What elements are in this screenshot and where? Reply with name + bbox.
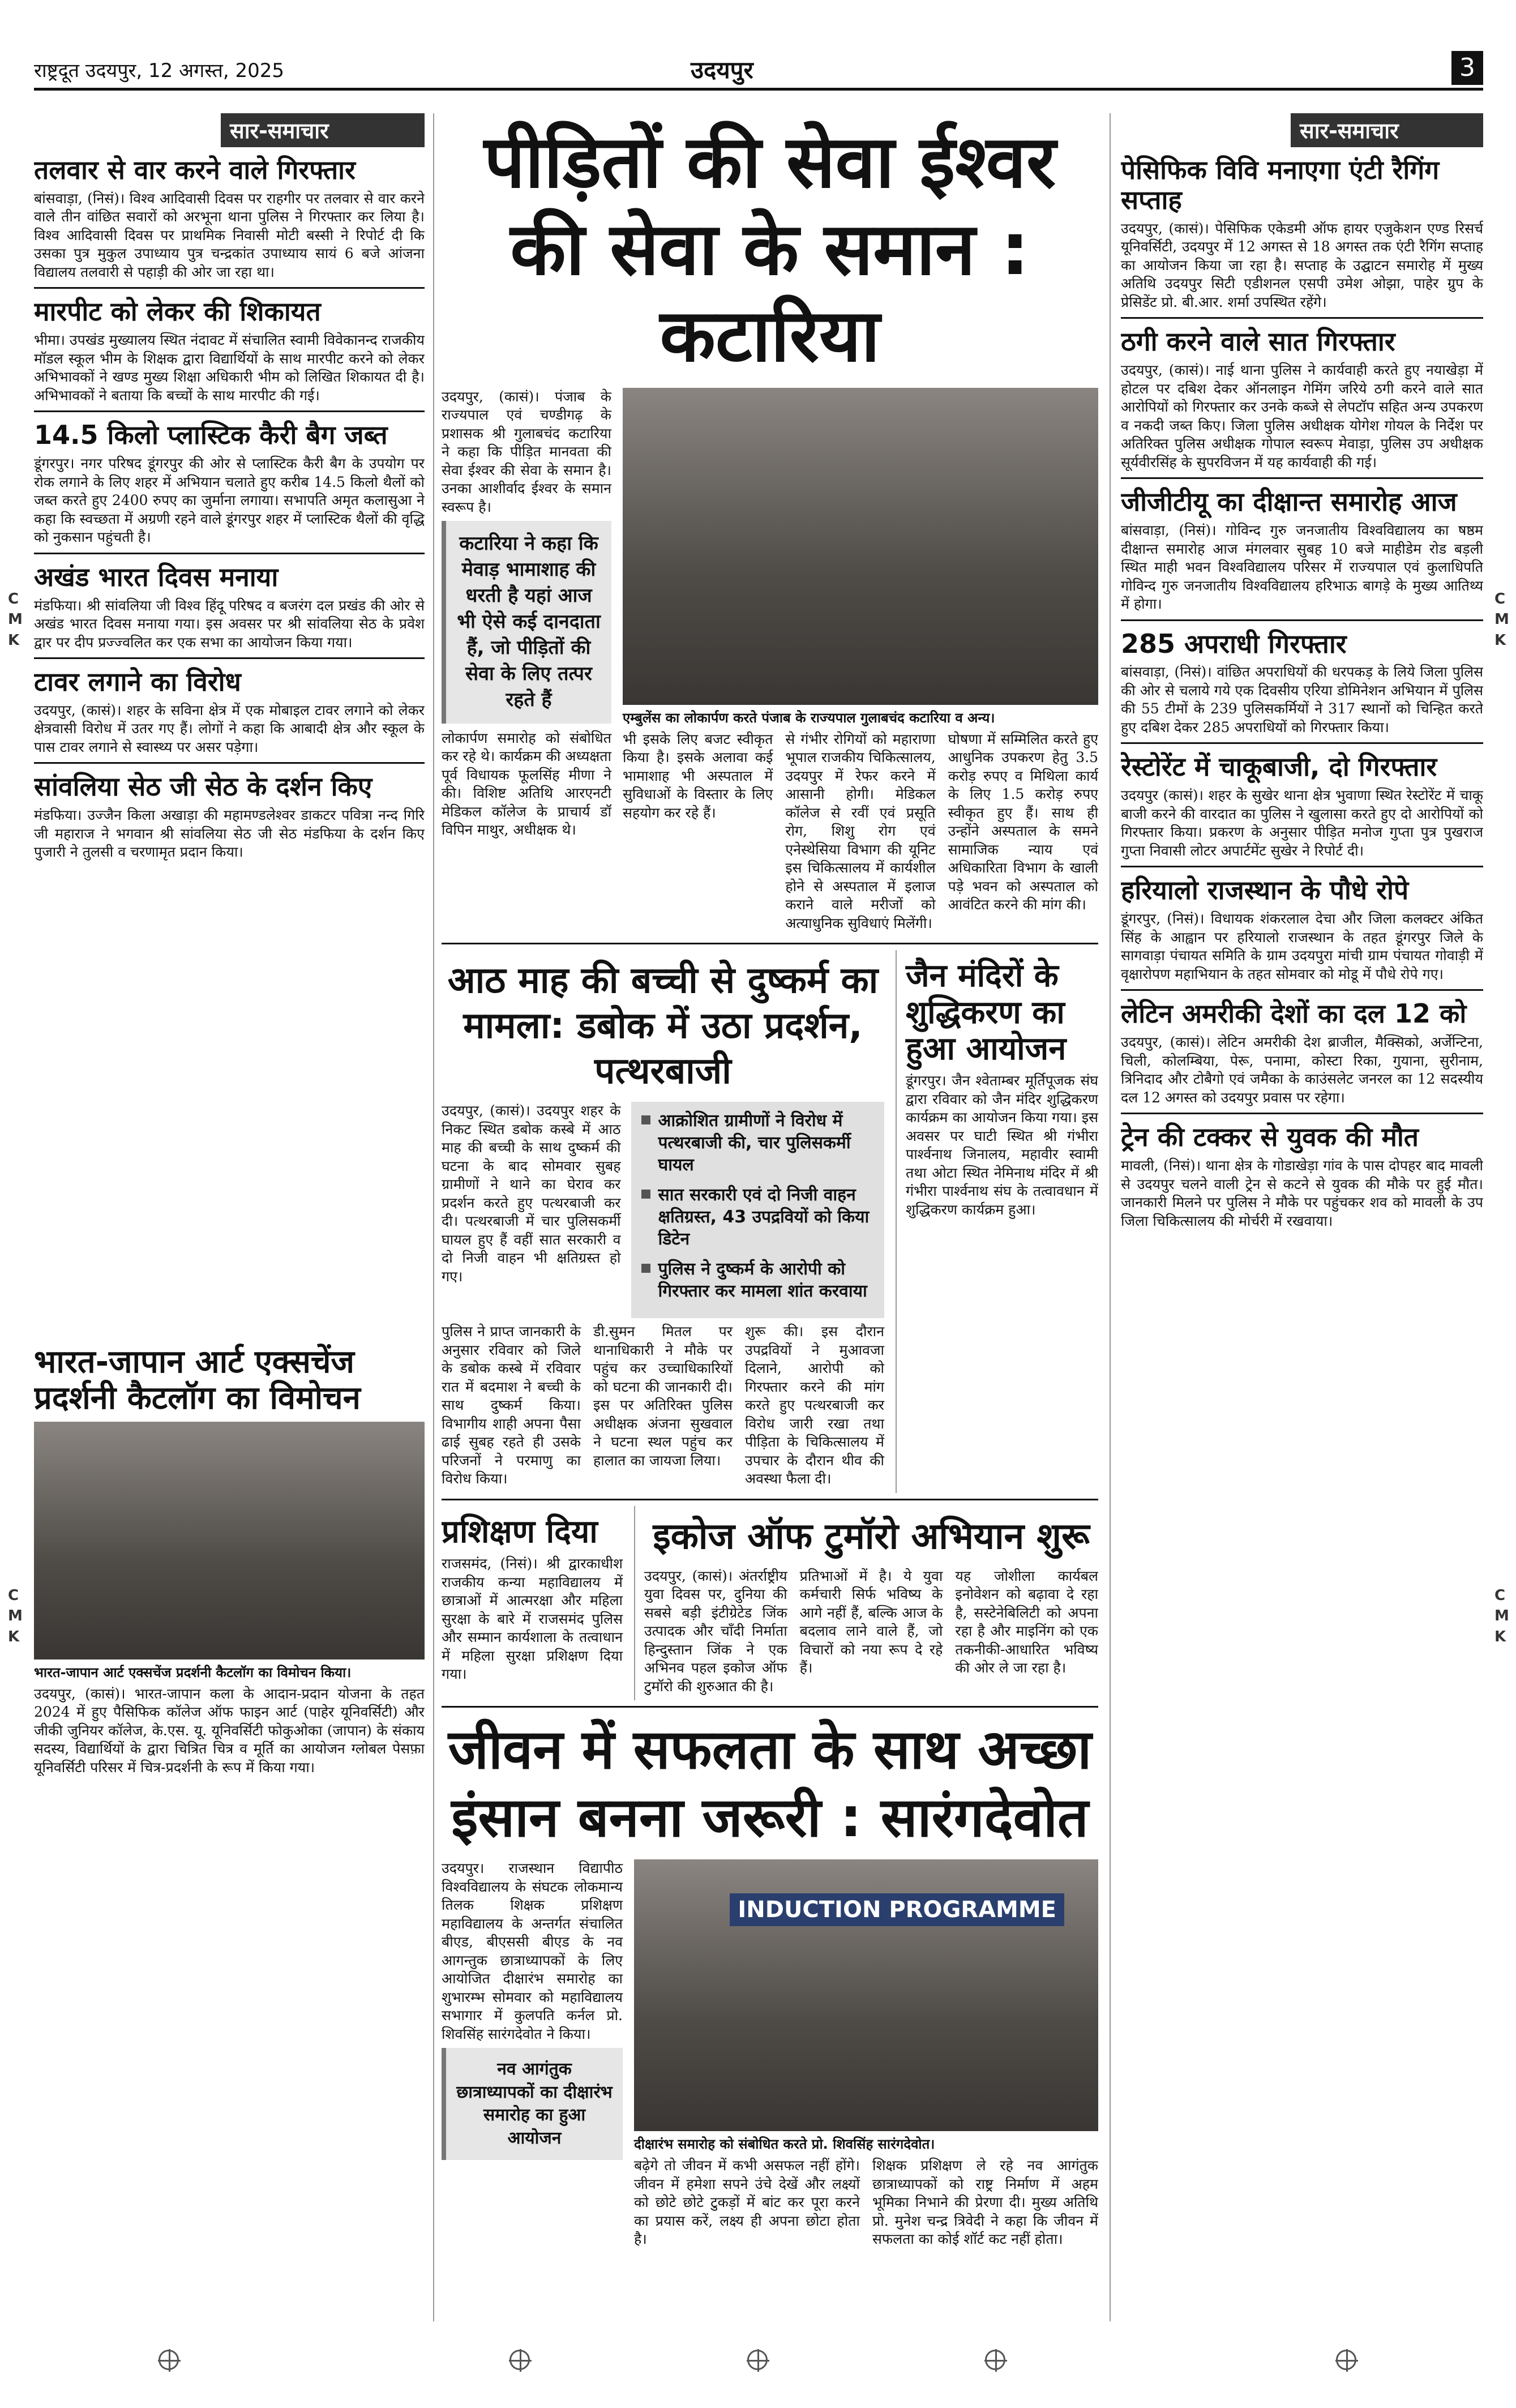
story-body: उदयपुर, (कासं)। अंतर्राष्ट्रीय युवा दिवस पर, दुनिया की सबसे बड़ी इंटीग्रेटेड जिंक उत्पादक और चाँदी निर्माता हिन्दुस्तान जिंक ने एक अभिनव पहल इकोज ऑफ टुमॉरो की शुरुआत की है।: [644, 1567, 787, 1695]
story-body: से गंभीर रोगियों को महाराणा भूपाल राजकीय चिकित्सालय, उदयपुर में रेफर करने में आसानी होगी। मेडिकल कॉलेज से रवीं एवं प्रसूति रोग, शिशु रोग एवं एनेस्थेसिया विभाग की यूनिट इस चिकित्सालय में कार्यशील होने से अस्पताल में इलाज कराने वाले मरीजों को अत्याधुनिक सुविधाएं मिलेंगी।: [785, 730, 936, 931]
story-body: बांसवाड़ा, (निसं)। विश्व आदिवासी दिवस पर राहगीर पर तलवार से वार करने वाले तीन वांछित सवारों को अरभूना थाना पुलिस ने गिरफ्तार कर लिया है। विश्व आदिवासी दिवस पर प्राथमिक निवासी मोटी बस्सी ने रिपोर्ट दी कि उसका पुत्र मुकुल उपाध्याय पुत्र चन्द्रकांत उपाध्याय सायं 6 बजे आंजना विद्यालय तलवारी से पहाड़ी की ओर जा रहा था।: [34, 190, 425, 280]
story-title: 285 अपराधी गिरफ्तार: [1121, 628, 1347, 659]
news-photo: [34, 1422, 425, 1659]
story-title: सांवलिया सेठ जी सेठ के दर्शन किए: [34, 771, 372, 802]
story-body: मंडफिया। श्री सांवलिया जी विश्व हिंदू परिषद व बजरंग दल प्रखंड की ओर से अखंड भारत दिवस मनाया गया। इस अवसर पर श्री सांवलिया सेठ के प्रवेश द्वार पर दीप प्रज्ज्वलित कर एक सभा का आयोजन किया गया।: [34, 597, 425, 651]
divider: [1121, 317, 1483, 319]
story-body: बढ़ेगे तो जीवन में कभी असफल नहीं होंगे। जीवन में हमेशा सपने उंचे देखें और लक्ष्यों को छोटे छोटे टुकड़ों में बांट कर पूरा करने का प्रयास करें, लक्ष्य ही अपना छोटा होता है।: [634, 2157, 860, 2248]
lead-headline: पीड़ितों की सेवा ईश्वर की सेवा के समान : कटारिया: [483, 120, 1056, 379]
story-body: उदयपुर, (कासं)। भारत-जापान कला के आदान-प्रदान योजना के तहत 2024 में हुए पैसिफिक कॉलेज ऑफ फाइन आर्ट (पाहेर यूनिवर्सिटी) और जीकी जुनियर कॉलेज, के.एस. यू. यूनिवर्सिटी फोकुओका (जापान) के संकाय सदस्य, विद्यार्थियों के द्वारा चित्रित चित्र व मूर्ति का आयोजन ग्लोबल पेसफ़ा यूनिवर्सिटी परिसर में चित्र-प्रदर्शनी के रूप में किया गया।: [34, 1685, 425, 1776]
divider: [34, 657, 425, 659]
divider: [1121, 477, 1483, 479]
story-body: डूंगरपुर। जैन श्वेताम्बर मूर्तिपूजक संघ द्वारा रविवार को जैन मंदिर शुद्धिकरण कार्यक्रम का आयोजन किया गया। इस अवसर पर घाटी स्थित श्री गंभीरा पार्श्वनाथ जिनालय, महावीर स्वामी तथा ओटा स्थित नेमिनाथ मंदिर में श्री गंभीरा पार्श्वनाथ संघ के तत्वावधान में शुद्धिकरण कार्यक्रम हुआ।: [906, 1072, 1098, 1218]
divider: [34, 287, 425, 289]
divider: [34, 553, 425, 554]
story-body: भी इसके लिए बजट स्वीकृत किया है। इसके अलावा कई भामाशाह भी अस्पताल में सुविधाओं के विस्तार के लिए सहयोग कर रहे हैं।: [623, 730, 773, 821]
left-column: [34, 113, 425, 1331]
story-body: शुरू की। इस दौरान उपद्रवियों ने मुआवजा दिलाने, आरोपी को गिरफ्तार करने की मांग करते हुए पत्थरबाजी कर विरोध जारी रखा तथा पीड़िता के चिकित्सालय में उपचार के दौरान थीव की अवस्था फैला दी।: [745, 1323, 884, 1487]
story-body: यह जोशीला कार्यबल इनोवेशन को बढ़ावा दे रहा है, सस्टेनेबिलिटी को अपना रहा है और माइनिंग को एक तकनीकी-आधारित भविष्य की ओर ले जा रहा है।: [955, 1567, 1098, 1676]
registration-mark: C M K: [1494, 1587, 1509, 1645]
story-title: पेसिफिक विवि मनाएगा एंटी रैगिंग सप्ताह: [1121, 155, 1440, 215]
masthead: [34, 51, 1483, 91]
story-title: तलवार से वार करने वाले गिरफ्तार: [34, 155, 356, 185]
story-title: मारपीट को लेकर की शिकायत: [34, 296, 321, 327]
story-body: उदयपुर, (कासं)। पेसिफिक एकेडमी ऑफ हायर एजुकेशन एण्ड रिसर्च यूनिवर्सिटी, उदयपुर में 12 अगस्त से 18 अगस्त तक एंटी रैगिंग सप्ताह का आयोजन किया जा रहा है। सप्ताह के उद्घाटन समारोह में मुख्य अतिथि उदयपुर सिटी एडीशनल एसपी उमेश ओझा, पाहेर ग्रुप के प्रेसिडेंट प्रो. बी.आर. शर्मा उपस्थित रहेंगे।: [1121, 220, 1483, 310]
page-number: 3: [1451, 51, 1483, 85]
divider: [1121, 742, 1483, 744]
section-label: सार-समाचार: [221, 113, 425, 147]
story-body: घोषणा में सम्मिलित करते हुए आधुनिक उपकरण हेतु 3.5 करोड़ रुपए व मिथिला कार्य के लिए 1.5 करोड़ रुपए स्वीकृत हुए हैं। साथ ही उन्होंने अस्पताल के समने सामाजिक न्याय एवं अधिकारिता विभाग के खाली पड़े भवन को अस्पताल को आवंटित करने की मांग की।: [948, 730, 1098, 913]
crosshair-icon: [509, 2350, 530, 2370]
highlight-item: पुलिस ने दुष्कर्म के आरोपी को गिरफ्तार कर मामला शांत करवाया: [641, 1258, 874, 1302]
divider: [442, 1499, 1098, 1500]
story-title: जीजीटीयू का दीक्षान्त समारोह आज: [1121, 486, 1457, 517]
story-title: 14.5 किलो प्लास्टिक कैरी बैग जब्त: [34, 420, 388, 451]
photo-banner: INDUCTION PROGRAMME: [730, 1893, 1064, 1926]
right-column: [1121, 113, 1483, 2321]
center-column: [442, 113, 1098, 2321]
section-label: सार-समाचार: [1291, 113, 1483, 147]
highlight-item: सात सरकारी एवं दो निजी वाहन क्षतिग्रस्त, 43 उपद्रवियों को किया डिटेन: [641, 1184, 874, 1250]
story-body: उदयपुर। राजस्थान विद्यापीठ विश्वविद्यालय के संघटक लोकमान्य तिलक शिक्षक प्रशिक्षण महाविद्यालय के अन्तर्गत संचालित बीएड, बीएससी बीएड के नव आगन्तुक छात्राध्यापकों के लिए आयोजित दीक्षारंभ समारोह का शुभारम्भ सोमवार को महाविद्यालय सभागार में कुलपति कर्नल प्रो. शिवसिंह सारंगदेवोत ने किया।: [442, 1860, 623, 2042]
story-body: डूंगरपुर, (निसं)। विधायक शंकरलाल देचा और जिला कलक्टर अंकित सिंह के आह्वान पर हरियालो राजस्थान के तहत डूंगरपुर जिले के सागवाड़ा पंचायत समिति के ग्राम उदयपुरा मांची ग्राम पंचायत गोवाड़ी में वृक्षारोपण महाभियान के तहत सोमवार को मोडू में पौधे रोपे गए।: [1121, 910, 1483, 982]
pull-quote: नव आगंतुक छात्राध्यापकों का दीक्षारंभ समारोह का हुआ आयोजन: [442, 2048, 623, 2160]
story-title: ठगी करने वाले सात गिरफ्तार: [1121, 326, 1395, 357]
divider: [1121, 619, 1483, 621]
story-title: टावर लगाने का विरोध: [34, 666, 241, 698]
registration-mark: C M K: [1494, 591, 1509, 649]
story-title: रेस्टोरेंट में चाकूबाजी, दो गिरफ्तार: [1121, 751, 1437, 782]
registration-mark: C M K: [8, 1587, 23, 1645]
story-headline: आठ माह की बच्ची से दुष्कर्म का मामला: डबोक में उठा प्रदर्शन, पत्थरबाजी: [447, 960, 879, 1093]
story-body: उदयपुर, (कासं)। लेटिन अमरीकी देश ब्राजील, मैक्सिको, अर्जेन्टिना, चिली, कोलम्बिया, पेरू, पनामा, कोस्टा रिका, गुयाना, सुरीनाम, त्रिनिदाद और टोबैगो एवं जमैका के काउंसलेट जनरल का 12 सदस्यीय दल 12 अगस्त को उदयपुर प्रवास पर रहेगा।: [1121, 1034, 1483, 1106]
divider: [442, 943, 1098, 944]
left-bottom-story: [34, 1336, 425, 2321]
crop-marks: [0, 2350, 1516, 2384]
story-body: बांसवाड़ा, (निसं)। गोविन्द गुरु जनजातीय विश्वविद्यालय का षष्ठम दीक्षान्त समारोह आज मंगलवार सुबह 10 बजे माहीडेम रोड बड़ली स्थित माही भवन विश्वविद्यालय परिसर में राज्यपाल एवं कुलाधिपति गोविन्द गुरु जनजातीय विश्वविद्यालय हरिभाऊ बागड़े के मुख्य आतिथ्य में होगा।: [1121, 522, 1483, 613]
story-body: बांसवाड़ा, (निसं)। वांछित अपराधियों की धरपकड़ के लिये जिला पुलिस की ओर से चलाये गये एक दिवसीय एरिया डोमिनेशन अभियान में पुलिस की 55 टीमों के 239 पुलिसकर्मियों ने 317 स्थानों को चिन्हित करते हुए दबिश देकर 285 अपराधियों को गिरफ्तार किया।: [1121, 664, 1483, 735]
column-divider: [433, 113, 434, 2321]
divider: [34, 762, 425, 764]
story-body: प्रतिभाओं में है। ये युवा कर्मचारी सिर्फ भविष्य के आगे नहीं हैं, बल्कि आज के बदलाव लाने वाले हैं, जो विचारों को नया रूप दे रहे हैं।: [799, 1567, 943, 1676]
divider: [442, 1706, 1098, 1708]
story-body: उदयपुर, (कासं)। पंजाब के राज्यपाल एवं चण्डीगढ़ के प्रशासक श्री गुलाबचंद कटारिया ने कहा कि पीड़ित मानवता की सेवा ईश्वर की सेवा के समान है। उनका आशीर्वाद ईश्वर के समान स्वरूप है।: [442, 388, 611, 515]
story-body: पुलिस ने प्राप्त जानकारी के अनुसार रविवार को जिले के डबोक कस्बे में रविवार रात में बदमाश ने बच्ची के साथ दुष्कर्म किया। विभागीय शाही अपना पैसा ढाई सुबह रहते ही उसके परिजनों ने परमाणु का विरोध किया।: [442, 1323, 581, 1487]
crosshair-icon: [1336, 2350, 1356, 2370]
story-body: राजसमंद, (निसं)। श्री द्वारकाधीश राजकीय कन्या महाविद्यालय में छात्राओं में आत्मरक्षा और महिला सुरक्षा के बारे में राजसमंद पुलिस और सम्मान कार्यशाला के तत्वाधान में महिला सुरक्षा प्रशिक्षण दिया गया।: [442, 1555, 623, 1683]
divider: [1121, 866, 1483, 867]
crosshair-icon: [747, 2350, 768, 2370]
story-body: उदयपुर, (कासं)। शहर के सविना क्षेत्र में एक मोबाइल टावर लगाने को लेकर क्षेत्रवासी विरोध में उतर गए हैं। लोगों ने कहा कि आबादी क्षेत्र और स्कूल के पास टावर लगाने से स्वास्थ्य पर असर पड़ेगा।: [34, 702, 425, 755]
story-body: डूंगरपुर। नगर परिषद डूंगरपुर की ओर से प्लास्टिक कैरी बैग के उपयोग पर रोक लगाने के लिए शहर में अभियान चलाते हुए करीब 14.5 किलो थैलों को जब्त करते हुए 2400 रुपए का जुर्माना लगाया। सभापति अमृत कलासुआ ने कहा कि स्वच्छता में अग्रणी रहने वाले डूंगरपुर शहर में प्लास्टिक थैलों की वृद्धि को नुकसान पहुंचती है।: [34, 455, 425, 546]
story-title: ट्रेन की टक्कर से युवक की मौत: [1121, 1122, 1419, 1153]
crosshair-icon: [985, 2350, 1005, 2370]
story-headline: जैन मंदिरों के शुद्धिकरण का हुआ आयोजन: [906, 957, 1067, 1068]
story-body: उदयपुर (कासं)। शहर के सुखेर थाना क्षेत्र भुवाणा स्थित रेस्टोरेंट में चाकू बाजी करने की वारदात का पुलिस ने खुलासा करते हुए दो आरोपियों को गिरफ्तार किया। प्रकरण के अनुसार पीड़ित मनोज गुप्ता पुत्र पुखराज गुप्ता निवासी लोटर अपार्टमेंट सुखेर ने रिपोर्ट दी।: [1121, 787, 1483, 859]
pull-quote: कटारिया ने कहा कि मेवाड़ भामाशाह की धरती है यहां आज भी ऐसे कई दानदाता हैं, जो पीड़ितों की सेवा के लिए तत्पर रहते हैं: [442, 521, 611, 723]
crosshair-icon: [159, 2350, 179, 2370]
photo-caption: एम्बुलेंस का लोकार्पण करते पंजाब के राज्यपाल गुलाबचंद कटारिया व अन्य।: [623, 709, 995, 726]
divider: [34, 410, 425, 412]
masthead-date: राष्ट्रदूत उदयपुर, 12 अगस्त, 2025: [34, 59, 284, 82]
story-body: लोकार्पण समारोह को संबोधित कर रहे थे। कार्यक्रम की अध्यक्षता पूर्व विधायक फूलसिंह मीणा ने की। विशिष्ट अतिथि आरएनटी मेडिकल कॉलेज के प्राचार्य डॉ विपिन माथुर, अधीक्षक थे।: [442, 729, 611, 839]
photo-caption: भारत-जापान आर्ट एक्सचेंज प्रदर्शनी कैटलॉग का विमोचन किया।: [34, 1664, 352, 1680]
highlights-box: [631, 1102, 884, 1318]
story-body: उदयपुर, (कासं)। उदयपुर शहर के निकट स्थित डबोक कस्बे में आठ माह की बच्ची के साथ दुष्कर्म की घटना के बाद सोमवार सुबह ग्रामीणों ने थाने का घेराव कर प्रदर्शन करते हुए पत्थरबाजी कर दी। पत्थरबाजी में चार पुलिसकर्मी घायल हुए हैं वहीं सात सरकारी व दो निजी वाहन भी क्षतिग्रस्त हो गए।: [442, 1102, 621, 1285]
story-headline: इकोज ऑफ टुमॉरो अभियान शुरू: [653, 1515, 1090, 1558]
story-body: उदयपुर, (कासं)। नाई थाना पुलिस ने कार्यवाही करते हुए नयाखेड़ा में होटल पर दबिश देकर ऑनलाइन गेमिंग जरिये ठगी करने वाले सात आरोपियों को गिरफ्तार कर उनके कब्जे से लेपटॉप सहित अन्य उपकरण व नकदी जब्त किए। जिला पुलिस अधीक्षक योगेश गोयल के निर्देश पर अतिरिक्त पुलिस अधीक्षक गोपाल स्वरूप मेवाड़ा, पुलिस उप अधीक्षक सूर्यवीरसिंह के सुपरविजन में यह कार्यवाही की गई।: [1121, 362, 1483, 471]
story-title: लेटिन अमरीकी देशों का दल 12 को: [1121, 998, 1467, 1029]
news-photo: [623, 388, 1098, 705]
story-body: भीमा। उपखंड मुख्यालय स्थित नंदावट में संचालित स्वामी विवेकानन्द राजकीय मॉडल स्कूल भीम के शिक्षक द्वारा विद्यार्थियों के साथ मारपीट करने को लेकर अभिभावकों ने खण्ड मुख्य शिक्षा अधिकारी भीम को लिखित शिकायत दी है। अभिभावकों ने बताया कि बच्चों के साथ मारपीट की गई।: [34, 332, 425, 404]
highlight-item: आक्रोशित ग्रामीणों ने विरोध में पत्थरबाजी की, चार पुलिसकर्मी घायल: [641, 1110, 874, 1176]
divider: [1121, 1113, 1483, 1114]
story-title: हरियालो राजस्थान के पौधे रोपे: [1121, 875, 1409, 906]
story-title: भारत-जापान आर्ट एक्सचेंज प्रदर्शनी कैटलॉग का विमोचन: [34, 1344, 361, 1417]
column-divider: [1110, 113, 1111, 2321]
story-headline: प्रशिक्षण दिया: [442, 1513, 598, 1550]
divider: [1121, 989, 1483, 991]
story-body: मावली, (निसं)। थाना क्षेत्र के गोडाखेड़ा गांव के पास दोपहर बाद मावली से उदयपुर चलने वाली ट्रेन से कटने से युवक की मौके पर हुई मौत। जानकारी मिलने पर पुलिस ने मौके पर पहुंचकर शव को मावली के उप जिला चिकित्सालय की मोर्चरी में रखवाया।: [1121, 1157, 1483, 1229]
masthead-city: उदयपुर: [691, 56, 753, 84]
news-photo: [634, 1859, 1098, 2131]
photo-caption: दीक्षारंभ समारोह को संबोधित करते प्रो. शिवसिंह सारंगदेवोत।: [634, 2136, 935, 2153]
story-body: डी.सुमन मितल पर थानाधिकारी ने मौके पर पहुंच कर उच्चाधिकारियों को घटना की जानकारी दी। इस पर अतिरिक्त पुलिस अधीक्षक अंजना सुखवाल ने घटना स्थल पहुंच कर हालात का जायजा लिया।: [593, 1323, 733, 1469]
story-body: शिक्षक प्रशिक्षण ले रहे नव आगंतुक छात्राध्यापकों को राष्ट्र निर्माण में अहम भूमिका निभाने की प्रेरणा दी। मुख्य अतिथि प्रो. मुनेश चन्द्र त्रिवेदी ने कहा कि जीवन में सफलता का कोई शॉर्ट कट नहीं होता।: [872, 2157, 1098, 2248]
story-headline: जीवन में सफलता के साथ अच्छा इंसान बनना जरूरी : सारंगदेवोत: [448, 1718, 1092, 1850]
story-title: अखंड भारत दिवस मनाया: [34, 561, 279, 592]
registration-mark: C M K: [8, 591, 23, 649]
story-body: मंडफिया। उज्जैन किला अखाड़ा की महामण्डलेश्वर डाकटर पवित्रा नन्द गिरि जी महाराज ने भगवान श्री सांवलिया सेठ जी सेठ मंडफिया के दर्शन किए पुजारी ने तुलसी व चरणामृत प्रदान किया।: [34, 807, 425, 861]
